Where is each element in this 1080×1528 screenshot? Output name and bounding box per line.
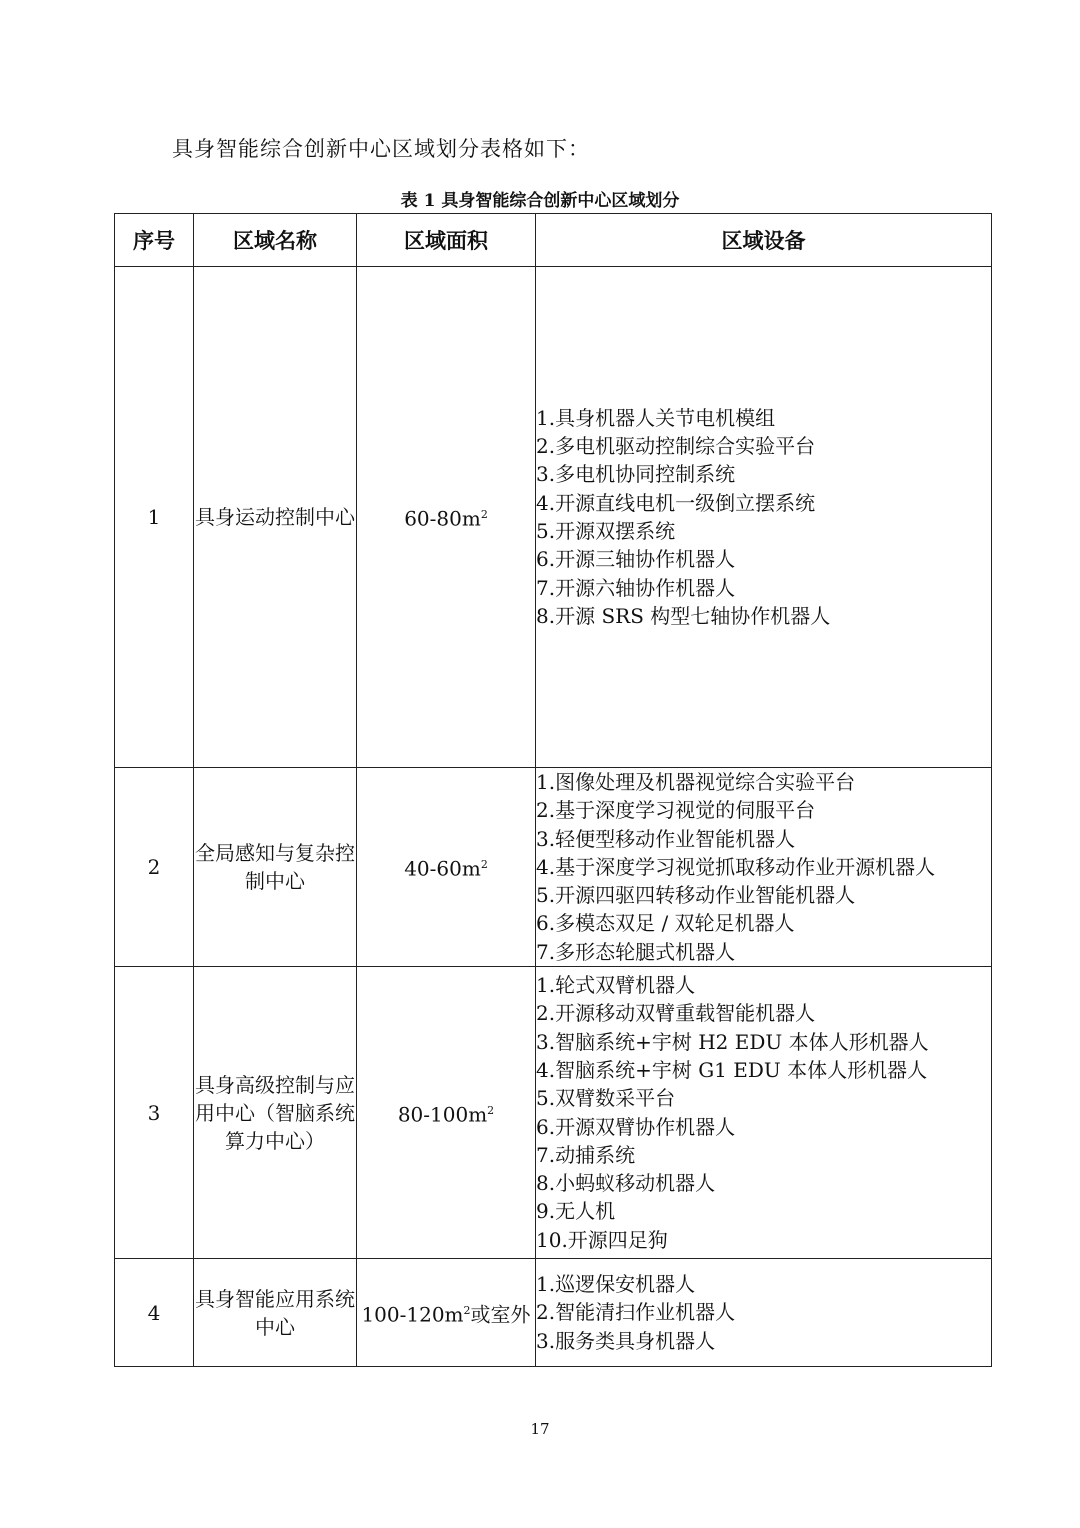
equipment-item: 8.开源 SRS 构型七轴协作机器人	[536, 603, 831, 628]
equipment-list	[536, 1270, 991, 1355]
table-row	[115, 768, 992, 967]
area-value: 100-120m	[361, 1302, 464, 1327]
equipment-item: 3.多电机协同控制系统	[536, 462, 736, 487]
equipment-item: 5.开源双摆系统	[536, 519, 676, 543]
row-no: 3	[115, 967, 194, 1259]
page-number: 17	[530, 1420, 550, 1438]
header-equipment: 区域设备	[536, 214, 992, 267]
zone-name: 全局感知与复杂控制中心	[194, 768, 357, 967]
zone-name: 具身运动控制中心	[194, 267, 357, 768]
equipment-item: 3.服务类具身机器人	[536, 1328, 716, 1353]
table-header-row	[115, 214, 992, 267]
table-caption: 表 1 具身智能综合创新中心区域划分	[400, 191, 680, 211]
equipment-item: 6.多模态双足 / 双轮足机器人	[536, 911, 795, 936]
equipment-item: 8.小蚂蚁移动机器人	[536, 1171, 716, 1196]
zone-equipment	[536, 768, 992, 967]
zone-area	[357, 267, 536, 768]
header-name: 区域名称	[194, 214, 357, 267]
table-row	[115, 1259, 992, 1367]
equipment-item: 1.轮式双臂机器人	[536, 973, 696, 998]
row-no: 1	[115, 267, 194, 768]
equipment-item: 6.开源三轴协作机器人	[536, 547, 736, 572]
equipment-item: 10.开源四足狗	[536, 1227, 668, 1252]
zone-name: 具身高级控制与应用中心（智脑系统算力中心）	[194, 967, 357, 1259]
equipment-item: 7.多形态轮腿式机器人	[536, 939, 736, 964]
zone-equipment	[536, 967, 992, 1259]
equipment-item: 1.巡逻保安机器人	[536, 1272, 696, 1297]
intro-paragraph: 具身智能综合创新中心区域划分表格如下：	[172, 137, 590, 161]
area-suffix: 或室外	[470, 1302, 531, 1327]
area-value: 80-100m	[397, 1102, 488, 1127]
equipment-item: 4.开源直线电机一级倒立摆系统	[536, 490, 816, 515]
area-unit-exponent: 2	[463, 1303, 471, 1317]
equipment-item: 3.智脑系统+宇树 H2 EDU 本体人形机器人	[536, 1029, 929, 1054]
equipment-item: 2.智能清扫作业机器人	[536, 1300, 736, 1325]
equipment-item: 2.多电机驱动控制综合实验平台	[536, 434, 816, 459]
area-unit-exponent: 2	[480, 858, 488, 872]
area-unit-exponent: 2	[487, 1103, 495, 1117]
table-row	[115, 267, 992, 768]
equipment-item: 5.双臂数采平台	[536, 1086, 676, 1111]
header-no: 序号	[115, 214, 194, 267]
equipment-list	[536, 768, 991, 966]
zone-area	[357, 768, 536, 967]
zone-equipment	[536, 267, 992, 768]
zone-area	[357, 1259, 536, 1367]
zone-table	[114, 213, 992, 1367]
equipment-item: 5.开源四驱四转移动作业智能机器人	[536, 883, 856, 908]
zone-equipment	[536, 1259, 992, 1367]
zone-area	[357, 967, 536, 1259]
equipment-item: 1.具身机器人关节电机模组	[536, 405, 776, 430]
area-value: 40-60m	[404, 856, 481, 881]
equipment-item: 6.开源双臂协作机器人	[536, 1114, 736, 1139]
row-no: 2	[115, 768, 194, 967]
equipment-item: 4.基于深度学习视觉抓取移动作业开源机器人	[536, 854, 936, 879]
zone-name: 具身智能应用系统中心	[194, 1259, 357, 1367]
equipment-item: 2.开源移动双臂重载智能机器人	[536, 1001, 816, 1026]
area-value: 60-80m	[404, 506, 481, 531]
table-row	[115, 967, 992, 1259]
equipment-item: 9.无人机	[536, 1199, 616, 1224]
equipment-list	[536, 404, 991, 630]
row-no: 4	[115, 1259, 194, 1367]
equipment-item: 7.动捕系统	[536, 1142, 636, 1167]
equipment-list	[536, 971, 991, 1254]
equipment-item: 1.图像处理及机器视觉综合实验平台	[536, 770, 856, 794]
equipment-item: 7.开源六轴协作机器人	[536, 575, 736, 600]
equipment-item: 3.轻便型移动作业智能机器人	[536, 826, 796, 851]
equipment-item: 2.基于深度学习视觉的伺服平台	[536, 798, 816, 823]
header-area: 区域面积	[357, 214, 536, 267]
equipment-item: 4.智脑系统+宇树 G1 EDU 本体人形机器人	[536, 1057, 928, 1082]
area-unit-exponent: 2	[480, 508, 488, 522]
